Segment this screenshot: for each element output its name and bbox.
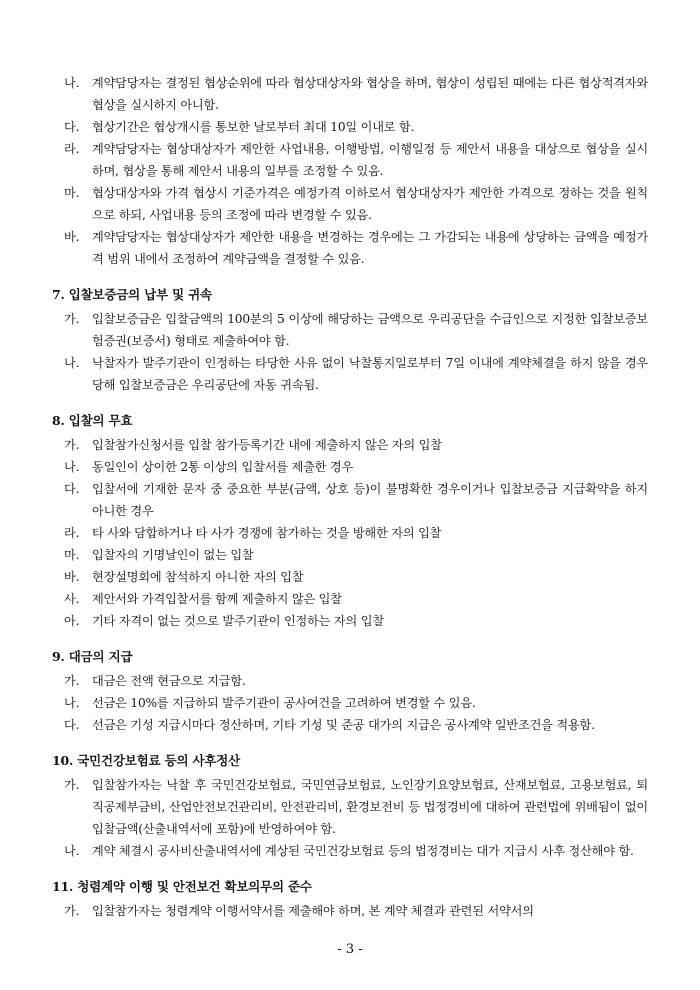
item-text: 동일인이 상이한 2통 이상의 입찰서를 제출한 경우: [92, 460, 354, 474]
item-text: 입찰보증금은 입찰금액의 100분의 5 이상에 해당하는 금액으로 우리공단을 수급인으로 지정한 입찰보증보험증권(보증서) 형태로 제출하여야 함.: [92, 312, 648, 348]
list-item: [52, 522, 648, 544]
item-marker: 사.: [64, 592, 80, 606]
list-item: [52, 670, 648, 692]
item-marker: 바.: [64, 570, 80, 584]
list-item: [52, 116, 648, 138]
list-item: [52, 840, 648, 862]
list-item: [52, 588, 648, 610]
list-item: [52, 72, 648, 116]
list-item: [52, 434, 648, 456]
item-text: 입찰자의 기명날인이 없는 입찰: [92, 548, 254, 562]
item-text: 입찰참가신청서를 입찰 참가등록기간 내에 제출하지 않은 자의 입찰: [92, 438, 442, 452]
list-item: [52, 182, 648, 226]
item-marker: 나.: [64, 356, 80, 370]
list-item: [52, 610, 648, 632]
item-text: 대금은 전액 현금으로 지급함.: [92, 674, 246, 688]
section-heading: 8. 입찰의 무효: [52, 413, 133, 428]
item-marker: 가.: [64, 778, 80, 792]
item-text: 협상대상자와 가격 협상시 기준가격은 예정가격 이하로서 협상대상자가 제안한 가격으로 정하는 것을 원칙으로 하되, 사업내용 등의 조정에 따라 변경할 수 있음.: [92, 186, 648, 222]
item-text: 협상기간은 협상개시를 통보한 날로부터 최대 10일 이내로 함.: [92, 120, 415, 134]
item-marker: 다.: [64, 718, 80, 732]
list-item: [52, 478, 648, 522]
item-marker: 나.: [64, 844, 80, 858]
item-marker: 나.: [64, 696, 80, 710]
item-marker: 마.: [64, 186, 80, 200]
item-text: 제안서와 가격입찰서를 함께 제출하지 않은 입찰: [92, 592, 342, 606]
item-text: 계약 체결시 공사비산출내역서에 계상된 국민건강보험료 등의 법정경비는 대가 지급시 사후 정산해야 함.: [92, 844, 634, 858]
list-item: [52, 226, 648, 270]
item-text: 타 사와 담합하거나 타 사가 경쟁에 참가하는 것을 방해한 자의 입찰: [92, 526, 442, 540]
document-body: [52, 72, 648, 922]
item-marker: 가.: [64, 438, 80, 452]
item-text: 선금은 10%를 지급하되 발주기관이 공사여건을 고려하여 변경할 수 있음.: [92, 696, 476, 710]
list-item: [52, 692, 648, 714]
section-heading: 9. 대금의 지급: [52, 649, 133, 664]
page-number: - 3 -: [337, 942, 363, 957]
item-text: 계약담당자는 결정된 협상순위에 따라 협상대상자와 협상을 하며, 협상이 성립된 때에는 다른 협상적격자와 협상을 실시하지 아니함.: [92, 76, 648, 112]
item-text: 입찰참가자는 청렴계약 이행서약서를 제출해야 하며, 본 계약 체결과 관련된 서약서의: [92, 904, 534, 918]
item-text: 낙찰자가 발주기관이 인정하는 타당한 사유 없이 낙찰통지일로부터 7일 이내에 계약체결을 하지 않을 경우 당해 입찰보증금은 우리공단에 자동 귀속됨.: [92, 356, 648, 392]
item-marker: 라.: [64, 142, 80, 156]
item-marker: 아.: [64, 614, 80, 628]
item-text: 입찰참가자는 낙찰 후 국민건강보험료, 국민연금보험료, 노인장기요양보험료, 산재보험료, 고용보험료, 퇴직공제부금비, 산업안전보건관리비, 안전관리비, 환경보전비 등 법정경비에 대하여 관련법에 위배됨이 없이 입찰금액(산출내역서에 포함)에 반영하여야 함.: [92, 778, 648, 836]
section-heading: 11. 청렴계약 이행 및 안전보건 확보의무의 준수: [52, 879, 312, 894]
item-marker: 가.: [64, 312, 80, 326]
list-item: [52, 352, 648, 396]
item-marker: 나.: [64, 76, 80, 90]
list-item: [52, 774, 648, 840]
item-marker: 가.: [64, 674, 80, 688]
item-marker: 마.: [64, 548, 80, 562]
list-item: [52, 900, 648, 922]
item-text: 입찰서에 기재한 문자 중 중요한 부분(금액, 상호 등)이 불명확한 경우이거나 입찰보증금 지급확약을 하지 아니한 경우: [92, 482, 648, 518]
item-marker: 가.: [64, 904, 80, 918]
item-text: 계약담당자는 협상대상자가 제안한 내용을 변경하는 경우에는 그 가감되는 내용에 상당하는 금액을 예정가격 범위 내에서 조정하여 계약금액을 결정할 수 있음.: [92, 230, 648, 266]
item-marker: 나.: [64, 460, 80, 474]
list-item: [52, 544, 648, 566]
list-item: [52, 566, 648, 588]
item-marker: 다.: [64, 482, 80, 496]
item-text: 선금은 기성 지급시마다 정산하며, 기타 기성 및 준공 대가의 지급은 공사계약 일반조건을 적용함.: [92, 718, 595, 732]
list-item: [52, 308, 648, 352]
item-marker: 바.: [64, 230, 80, 244]
item-text: 계약담당자는 협상대상자가 제안한 사업내용, 이행방법, 이행일정 등 제안서 내용을 대상으로 협상을 실시하며, 협상을 통해 제안서 내용의 일부를 조정할 수 있음.: [92, 142, 648, 178]
list-item: [52, 456, 648, 478]
item-text: 현장설명회에 참석하지 아니한 자의 입찰: [92, 570, 304, 584]
list-item: [52, 138, 648, 182]
item-marker: 다.: [64, 120, 80, 134]
item-text: 기타 자격이 없는 것으로 발주기관이 인정하는 자의 입찰: [92, 614, 384, 628]
section-heading: 10. 국민건강보험료 등의 사후정산: [52, 753, 240, 768]
list-item: [52, 714, 648, 736]
item-marker: 라.: [64, 526, 80, 540]
section-heading: 7. 입찰보증금의 납부 및 귀속: [52, 287, 212, 302]
